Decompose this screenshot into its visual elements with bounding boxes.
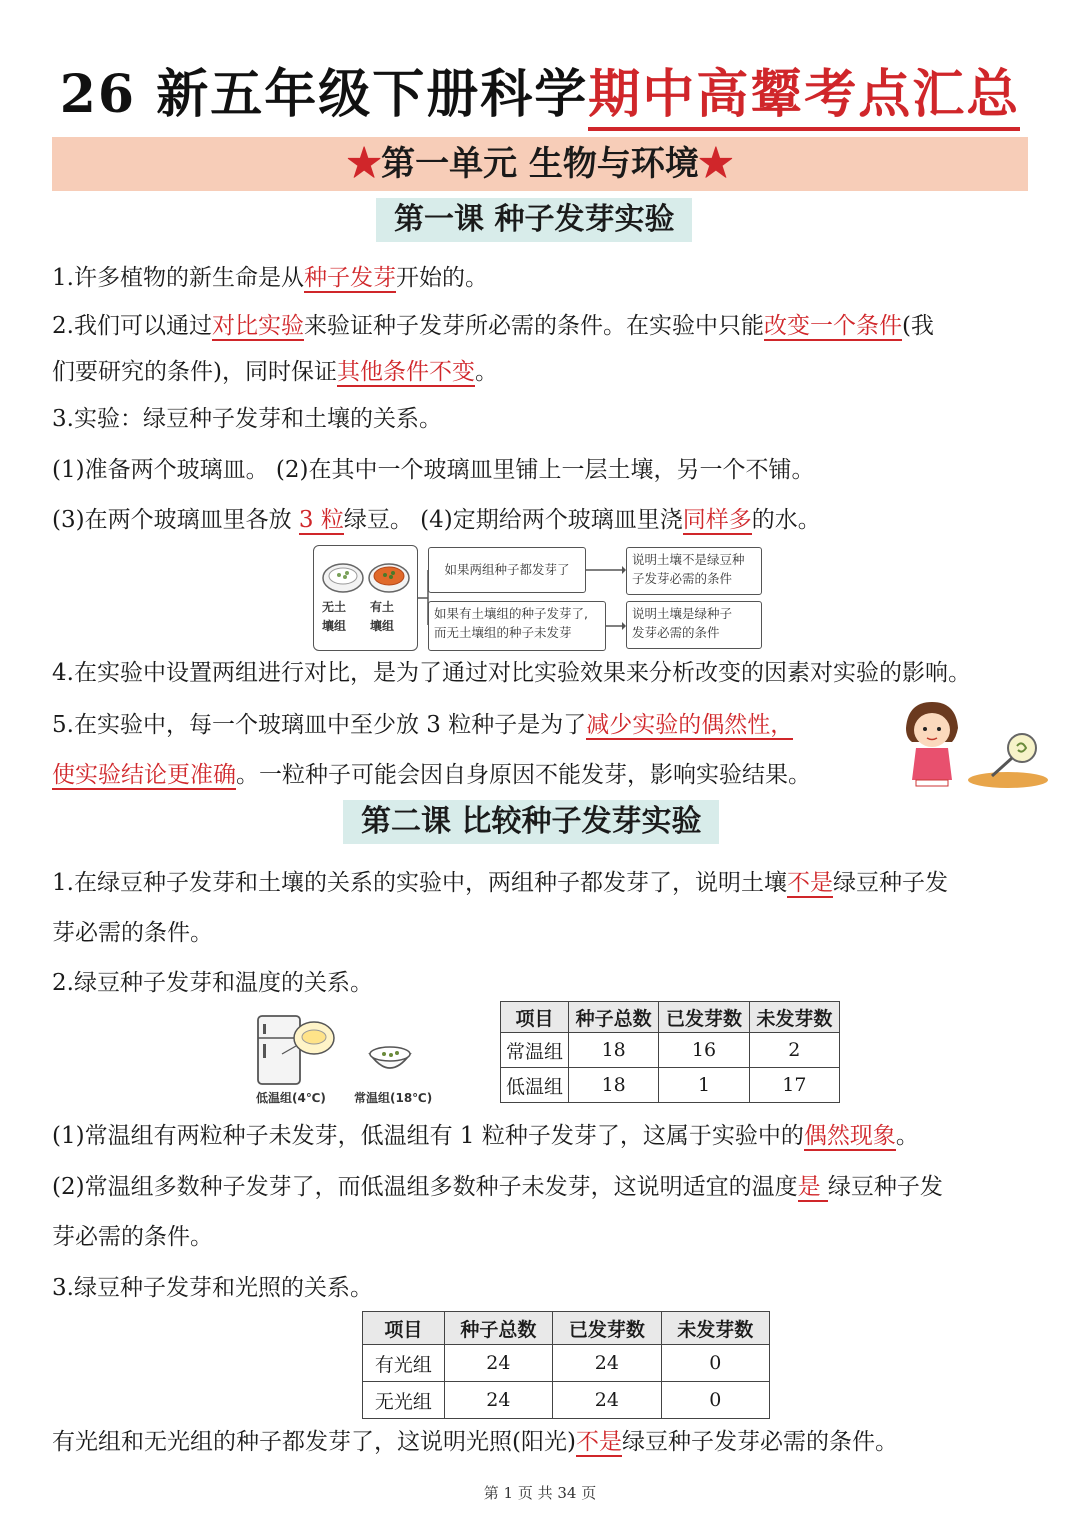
text: 绿豆种子发芽必需的条件。 [621,1429,898,1455]
cell: 常温组 [501,1033,569,1068]
text: (我 [901,313,934,339]
lesson1-point-3: 3.实验：绿豆种子发芽和土壤的关系。 [52,406,442,432]
unit-label: 第一单元 生物与环境 [381,144,699,184]
header-cell: 未发芽数 [661,1312,769,1345]
low-temp-label: 低温组(4℃) [256,1091,326,1105]
header-cell: 已发芽数 [553,1312,661,1345]
lesson2-point-2-1 [52,1121,919,1151]
lesson1-point-2 [52,311,934,341]
cell: 低温组 [501,1068,569,1103]
table-row [501,1033,840,1068]
cell: 24 [444,1345,552,1382]
text: 有土 [370,600,395,614]
lesson1-point-5 [52,710,793,740]
light-table [362,1311,770,1419]
text: (2)常温组多数种子发芽了，而低温组多数种子未发芽，这说明适宜的温度 [52,1174,798,1200]
key-answer: 是 [797,1174,828,1200]
text: 子发芽必需的条件 [632,571,733,586]
lesson1-step-1-2: (1)准备两个玻璃皿。 (2)在其中一个玻璃皿里铺上一层土壤，另一个不铺。 [52,457,815,483]
key-answer: 其他条件不变 [336,359,475,385]
table-row [363,1382,770,1419]
normal-temp-label: 常温组(18℃) [354,1091,433,1105]
no-soil-label [322,598,346,636]
star-icon: ★ [698,144,733,184]
soil-experiment-diagram [313,545,773,653]
lesson-2-title: 第二课 比较种子发芽实验 [343,800,719,844]
text: 说明土壤不是绿豆种 [632,552,745,567]
lesson2-conclusion [52,1427,898,1457]
table-row [363,1345,770,1382]
text: 壤组 [322,619,347,633]
key-answer: 不是 [786,870,833,896]
key-answer: 不是 [575,1429,622,1455]
text: 而无土壤组的种子未发芽 [434,625,572,640]
text: 绿豆种子发 [832,870,948,896]
result-box-1 [626,547,762,595]
header-cell: 项目 [363,1312,445,1345]
text: 无土 [322,600,347,614]
text: 。一粒种子可能会因自身原因不能发芽，影响实验结果。 [236,762,811,788]
lesson1-point-1 [52,263,488,293]
dishes-illustration [313,545,418,651]
lesson1-point-4: 4.在实验中设置两组进行对比，是为了通过对比实验效果来分析改变的因素对实验的影响。 [52,660,971,686]
cell: 18 [569,1033,659,1068]
lesson2-point-3: 3.绿豆种子发芽和光照的关系。 [52,1275,373,1301]
text: 的水。 [751,507,821,533]
text: 绿豆种子发 [827,1174,943,1200]
text: 们要研究的条件)，同时保证 [52,359,337,385]
text: 开始的。 [395,265,488,291]
text: 有光组和无光组的种子都发芽了，这说明光照(阳光) [52,1429,576,1455]
unit-header [52,137,1028,191]
text: 1.许多植物的新生命是从 [52,265,304,291]
table-header-row [501,1002,840,1033]
text: 1.在绿豆种子发芽和土壤的关系的实验中，两组种子都发芽了，说明土壤 [52,870,787,896]
cell: 24 [553,1345,661,1382]
text: (1)常温组有两粒种子未发芽，低温组有 1 粒种子发芽了，这属于实验中的 [52,1123,804,1149]
text: 。 [474,359,498,385]
cell: 18 [569,1068,659,1103]
key-answer: 3 粒 [298,507,344,533]
lesson2-point-2-2-cont: 芽必需的条件。 [52,1224,213,1250]
cell: 0 [661,1382,769,1419]
text: 5.在实验中，每一个玻璃皿中至少放 3 粒种子是为了 [52,712,587,738]
text: 壤组 [370,619,395,633]
lesson1-point-2-cont [52,357,498,387]
page-title [0,52,1080,127]
table-header-row [363,1312,770,1345]
key-answer: 使实验结论更准确 [52,762,236,788]
text: 说明土壤是绿种子 [632,606,733,621]
key-answer: 改变一个条件 [763,313,902,339]
text: (3)在两个玻璃皿里各放 [52,507,299,533]
cell: 2 [749,1033,839,1068]
text: 如果有土壤组的种子发芽了, [434,606,588,621]
temperature-table [500,1001,840,1103]
star-icon: ★ [347,144,382,184]
lesson2-point-1-cont: 芽必需的条件。 [52,920,213,946]
cell: 16 [659,1033,749,1068]
text: 绿豆。 (4)定期给两个玻璃皿里浇 [343,507,683,533]
girl-magnifier-illustration [898,698,1048,793]
lesson1-step-3-4 [52,505,821,535]
result-box-2 [626,601,762,649]
text: 来验证种子发芽所必需的条件。在实验中只能 [303,313,764,339]
lesson2-point-2: 2.绿豆种子发芽和温度的关系。 [52,970,373,996]
title-plain: 26 新五年级下册科学 [59,64,589,125]
cell: 24 [553,1382,661,1419]
text: 。 [895,1123,919,1149]
soil-label [370,598,394,636]
condition-box-2 [428,601,606,651]
header-cell: 项目 [501,1002,569,1033]
lesson-1-title: 第一课 种子发芽实验 [376,198,692,242]
header-cell: 种子总数 [444,1312,552,1345]
text: 发芽必需的条件 [632,625,720,640]
key-answer: 种子发芽 [303,265,396,291]
header-cell: 已发芽数 [659,1002,749,1033]
text: 2.我们可以通过 [52,313,212,339]
cell: 24 [444,1382,552,1419]
header-cell: 未发芽数 [749,1002,839,1033]
lesson2-point-1 [52,868,948,898]
page-number: 第 1 页 共 34 页 [483,1484,597,1502]
cell: 0 [661,1345,769,1382]
key-answer: 偶然现象 [803,1123,896,1149]
lesson1-point-5-cont [52,760,811,790]
cell: 无光组 [363,1382,445,1419]
key-answer: 同样多 [682,507,752,533]
title-highlight: 期中高颦考点汇总 [588,64,1020,131]
table-row [501,1068,840,1103]
key-answer: 对比实验 [211,313,304,339]
cell: 有光组 [363,1345,445,1382]
cell: 1 [659,1068,749,1103]
header-cell: 种子总数 [569,1002,659,1033]
cell: 17 [749,1068,839,1103]
key-answer: 减少实验的偶然性， [586,712,794,738]
condition-box-1: 如果两组种子都发芽了 [428,547,586,593]
petri-dishes-icon [319,548,414,600]
lesson2-point-2-2 [52,1172,943,1202]
arrows [586,545,626,653]
fridge-bowl-illustration [252,1010,452,1090]
